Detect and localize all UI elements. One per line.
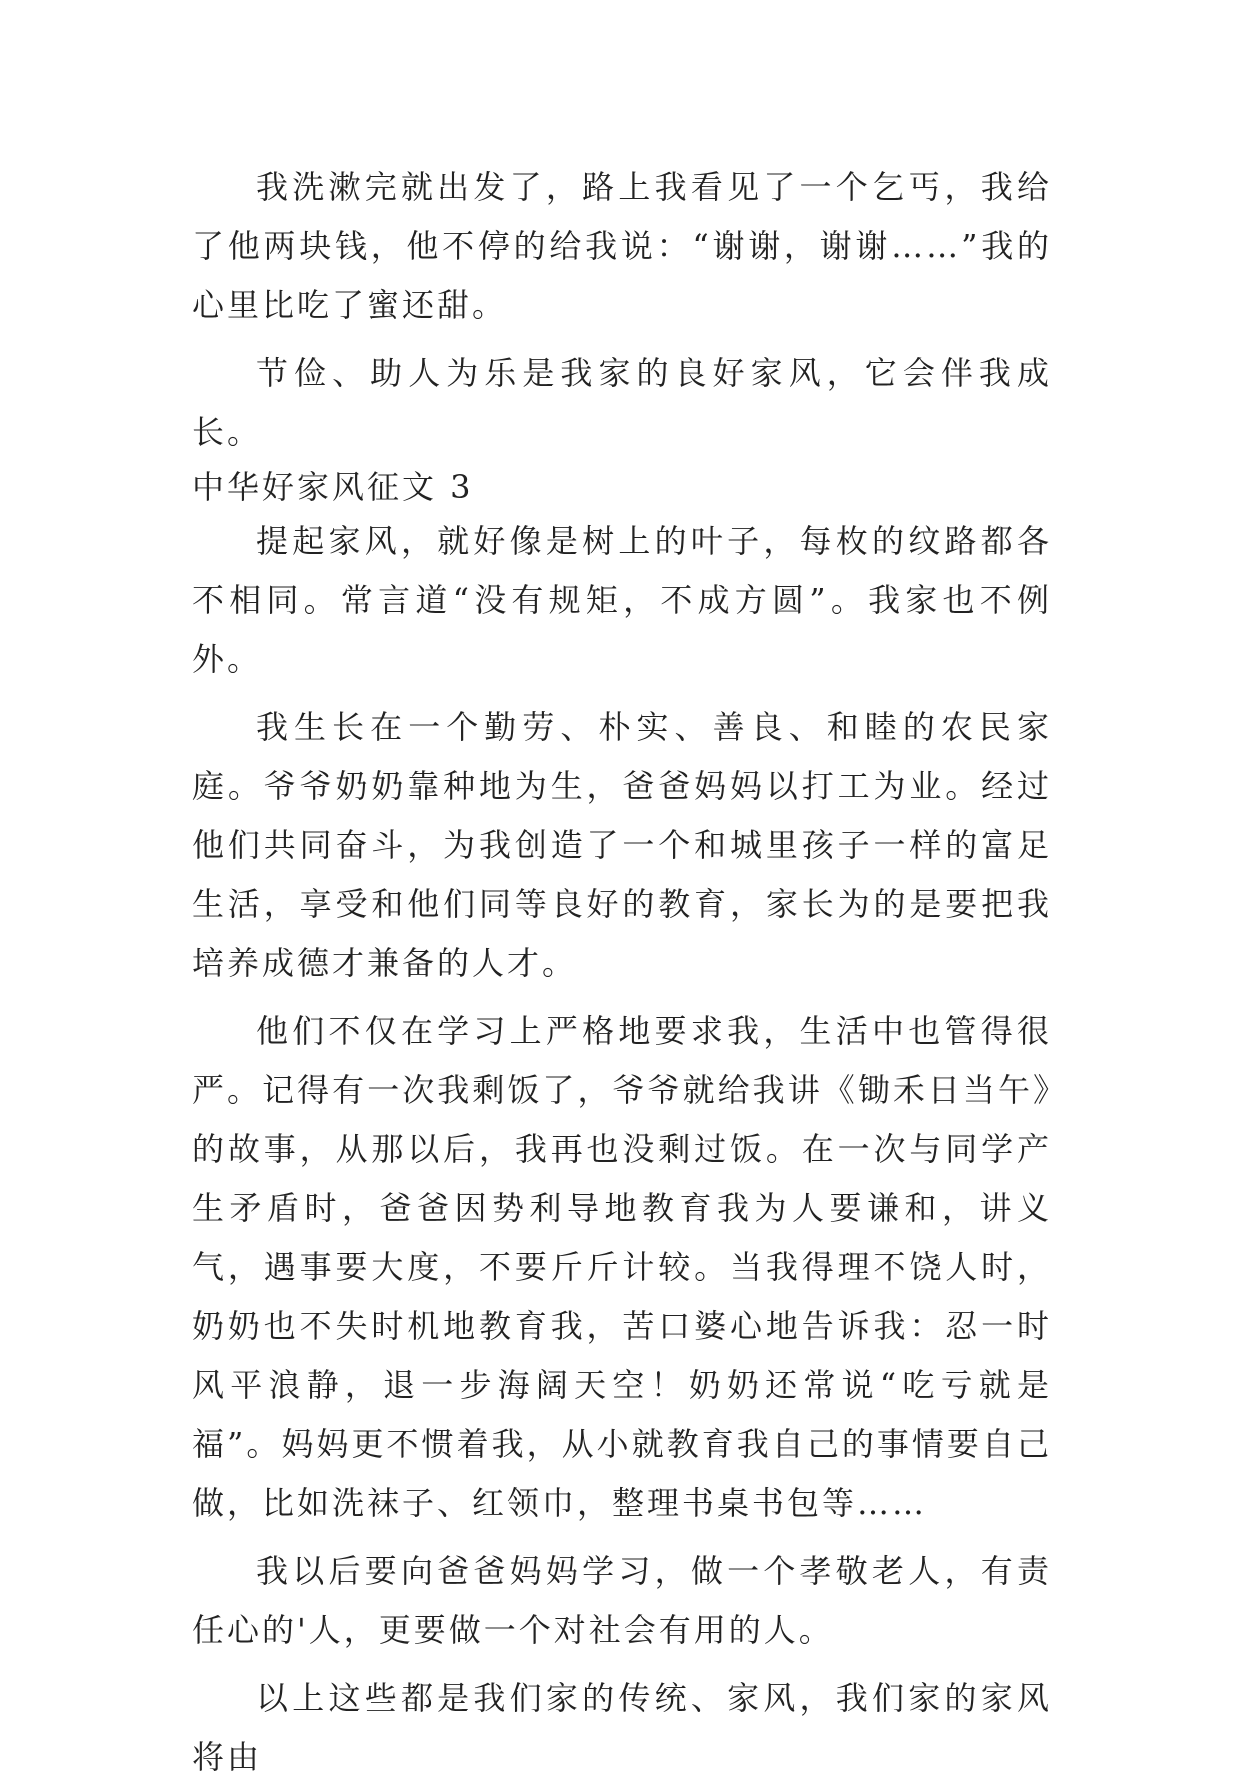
section-title: 中华好家风征文 3 bbox=[192, 468, 474, 506]
paragraph: 我生长在一个勤劳、朴实、善良、和睦的农民家庭。爷爷奶奶靠种地为生，爸爸妈妈以打工为业。经过他们共同奋斗，为我创造了一个和城里孩子一样的富足生活，享受和他们同等良好的教育，家长为的是要把我培养成德才兼备的人才。 bbox=[192, 708, 1052, 982]
paragraph: 以上这些都是我们家的传统、家风，我们家的家风将由 bbox=[192, 1679, 1052, 1776]
paragraph: 节俭、助人为乐是我家的良好家风，它会伴我成长。 bbox=[192, 354, 1052, 451]
document-body bbox=[192, 158, 1052, 1787]
paragraph: 我洗漱完就出发了，路上我看见了一个乞丐，我给了他两块钱，他不停的给我说：“谢谢，谢谢……”我的心里比吃了蜜还甜。 bbox=[192, 168, 1052, 324]
paragraph: 他们不仅在学习上严格地要求我，生活中也管得很严。记得有一次我剩饭了，爷爷就给我讲《锄禾日当午》的故事，从那以后，我再也没剩过饭。在一次与同学产生矛盾时，爸爸因势利导地教育我为人要谦和，讲义气，遇事要大度，不要斤斤计较。当我得理不饶人时，奶奶也不失时机地教育我，苦口婆心地告诉我：忍一时风平浪静，退一步海阔天空！奶奶还常说“吃亏就是福”。妈妈更不惯着我，从小就教育我自己的事情要自己做，比如洗袜子、红领巾，整理书桌书包等…… bbox=[192, 1012, 1052, 1522]
paragraph: 提起家风，就好像是树上的叶子，每枚的纹路都各不相同。常言道“没有规矩，不成方圆”。我家也不例外。 bbox=[192, 522, 1052, 678]
paragraph: 我以后要向爸爸妈妈学习，做一个孝敬老人，有责任心的'人，更要做一个对社会有用的人。 bbox=[192, 1552, 1052, 1649]
